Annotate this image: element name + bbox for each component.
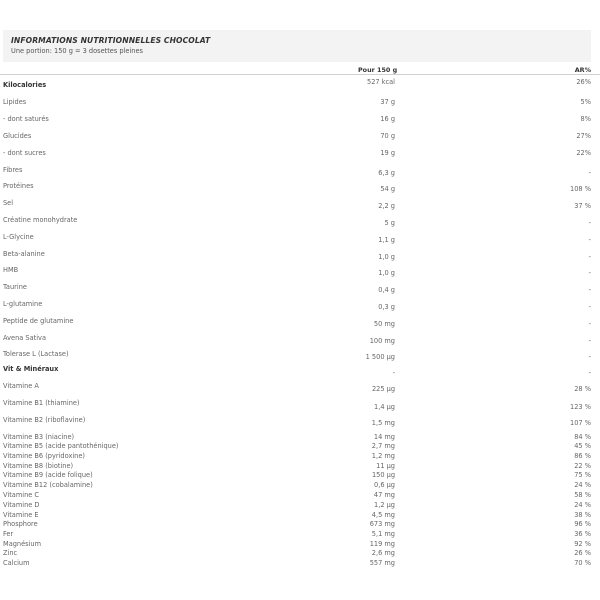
nutrient-ar: 123 %	[570, 403, 591, 411]
nutrient-ar: 38 %	[574, 511, 591, 519]
nutrient-label: Calcium	[3, 559, 30, 567]
nutrient-label: Créatine monohydrate	[3, 216, 78, 224]
nutrient-label: Kilocalories	[3, 81, 47, 89]
nutrient-amount: 119 mg	[369, 540, 395, 548]
nutrient-ar: 8%	[580, 115, 591, 123]
nutrient-label: Vitamine A	[3, 382, 39, 390]
nutrient-amount: 1,2 µg	[374, 501, 395, 509]
nutrient-ar: 24 %	[574, 481, 591, 489]
nutrient-amount: 1,5 mg	[371, 419, 395, 427]
nutrient-amount: 0,6 µg	[374, 481, 395, 489]
nutrient-ar: -	[588, 286, 591, 294]
nutrient-amount: 527 kcal	[367, 78, 395, 86]
nutrient-label: Vitamine B12 (cobalamine)	[3, 481, 93, 489]
nutrient-amount: 70 g	[380, 132, 395, 140]
nutrient-ar: -	[588, 320, 591, 328]
nutrient-amount: 1,1 g	[378, 236, 395, 244]
nutrient-amount: 225 µg	[371, 385, 395, 393]
nutrient-label: Beta-alanine	[3, 250, 45, 258]
nutrient-label: Vitamine B1 (thiamine)	[3, 399, 80, 407]
nutrient-ar: 22 %	[574, 462, 591, 470]
nutrient-label: Vitamine B5 (acide pantothénique)	[3, 442, 119, 450]
nutrient-ar: -	[588, 169, 591, 177]
nutrient-amount: 1,4 µg	[374, 403, 395, 411]
nutrient-ar: 26%	[576, 78, 591, 86]
nutrient-ar: 36 %	[574, 530, 591, 538]
table-header-box	[3, 30, 591, 62]
nutrient-ar: 92 %	[574, 540, 591, 548]
nutrient-ar: 22%	[576, 149, 591, 157]
nutrient-ar: 86 %	[574, 452, 591, 460]
nutrient-label: Phosphore	[3, 520, 38, 528]
nutrient-ar: -	[588, 236, 591, 244]
nutrient-ar: 96 %	[574, 520, 591, 528]
nutrient-ar: -	[588, 219, 591, 227]
nutrient-ar: -	[588, 253, 591, 261]
nutrient-label: Glucides	[3, 132, 32, 140]
nutrient-label: Magnésium	[3, 540, 42, 548]
nutrient-label: Vitamine D	[3, 501, 40, 509]
nutrient-ar: 26 %	[574, 549, 591, 557]
nutrient-amount: 14 mg	[373, 433, 395, 441]
nutrient-amount: 673 mg	[369, 520, 395, 528]
nutrient-amount: 5 g	[384, 219, 395, 227]
nutrient-label: Vitamine B3 (niacine)	[3, 433, 75, 441]
nutrient-ar: 24 %	[574, 501, 591, 509]
header-divider	[0, 74, 600, 75]
nutrient-ar: 5%	[580, 98, 591, 106]
nutrient-label: Sel	[3, 199, 14, 207]
nutrient-label: L-Glycine	[3, 233, 34, 241]
nutrient-ar: 75 %	[574, 471, 591, 479]
nutrient-label: Lipides	[3, 98, 27, 106]
nutrient-amount: 557 mg	[369, 559, 395, 567]
nutrient-ar: 84 %	[574, 433, 591, 441]
nutrient-label: Tolerase L (Lactase)	[3, 350, 69, 358]
column-header-ar: AR%	[574, 66, 591, 74]
nutrient-amount: 54 g	[380, 185, 395, 193]
nutrient-label: L-glutamine	[3, 300, 43, 308]
nutrient-label: Avena Sativa	[3, 334, 46, 342]
nutrient-amount: 50 mg	[373, 320, 395, 328]
nutrient-amount: 150 µg	[371, 471, 395, 479]
nutrient-amount: 100 mg	[369, 337, 395, 345]
nutrient-ar: -	[588, 353, 591, 361]
nutrient-label: Vitamine E	[3, 511, 39, 519]
nutrient-label: Zinc	[3, 549, 18, 557]
nutrient-label: Taurine	[3, 283, 27, 291]
nutrient-ar: -	[588, 303, 591, 311]
nutrient-label: Vitamine B8 (biotine)	[3, 462, 74, 470]
nutrient-amount: 1,0 g	[378, 269, 395, 277]
nutrient-amount: 1,2 mg	[371, 452, 395, 460]
nutrient-label: Vitamine C	[3, 491, 40, 499]
nutrient-amount: 0,3 g	[378, 303, 395, 311]
nutrient-label: Fer	[3, 530, 14, 538]
nutrient-amount: 4,5 mg	[371, 511, 395, 519]
nutrient-amount: 0,4 g	[378, 286, 395, 294]
nutrient-label: - dont sucres	[3, 149, 46, 157]
nutrient-amount: 1 500 µg	[365, 353, 395, 361]
nutrient-label: Vitamine B9 (acide folique)	[3, 471, 93, 479]
nutrient-ar: -	[588, 337, 591, 345]
column-header-amount: Pour 150 g	[358, 66, 398, 74]
nutrient-ar: 45 %	[574, 442, 591, 450]
nutrient-label: Fibres	[3, 166, 23, 174]
nutrient-ar: 37 %	[574, 202, 591, 210]
nutrient-ar: -	[588, 369, 591, 377]
nutrient-label: HMB	[3, 266, 19, 274]
nutrient-ar: 58 %	[574, 491, 591, 499]
nutrient-ar: -	[588, 269, 591, 277]
nutrient-amount: 11 µg	[376, 462, 395, 470]
nutrient-amount: 2,6 mg	[371, 549, 395, 557]
nutrient-label: Vitamine B6 (pyridoxine)	[3, 452, 85, 460]
nutrient-label: Peptide de glutamine	[3, 317, 74, 325]
nutrient-amount: 16 g	[380, 115, 395, 123]
nutrient-amount: -	[392, 369, 395, 377]
nutrient-label: - dont saturés	[3, 115, 49, 123]
nutrient-ar: 70 %	[574, 559, 591, 567]
nutrient-amount: 1,0 g	[378, 253, 395, 261]
nutrient-ar: 28 %	[574, 385, 591, 393]
nutrient-label: Vit & Minéraux	[3, 365, 59, 373]
nutrient-amount: 5,1 mg	[371, 530, 395, 538]
nutrient-label: Protéines	[3, 182, 34, 190]
nutrient-amount: 6,3 g	[378, 169, 395, 177]
nutrient-ar: 108 %	[570, 185, 591, 193]
nutrient-amount: 19 g	[380, 149, 395, 157]
nutrient-label: Vitamine B2 (riboflavine)	[3, 416, 86, 424]
nutrient-amount: 37 g	[380, 98, 395, 106]
portion-subtitle: Une portion: 150 g = 3 dosettes pleines	[11, 47, 143, 55]
nutrient-amount: 2,2 g	[378, 202, 395, 210]
page-title: INFORMATIONS NUTRITIONNELLES CHOCOLAT	[11, 36, 211, 45]
nutrient-amount: 47 mg	[373, 491, 395, 499]
nutrient-amount: 2,7 mg	[371, 442, 395, 450]
nutrient-ar: 27%	[576, 132, 591, 140]
nutrient-ar: 107 %	[570, 419, 591, 427]
